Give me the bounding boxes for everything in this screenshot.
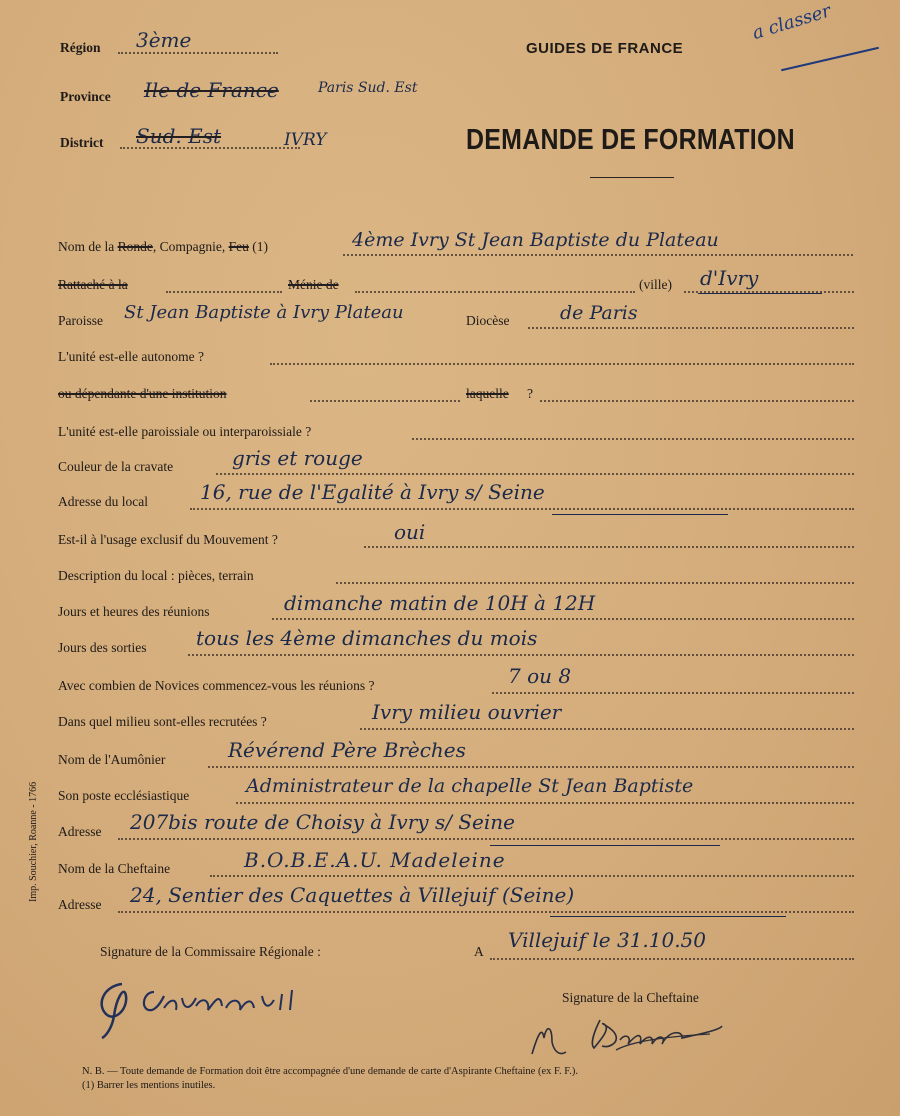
nom-struck-ronde: Ronde	[117, 239, 153, 254]
cravate-value: gris et rouge	[232, 446, 363, 470]
org-name: GUIDES DE FRANCE	[526, 40, 684, 57]
milieu-value: Ivry milieu ouvrier	[372, 700, 562, 724]
nom-struck-feu: Feu	[228, 239, 249, 254]
cheftaine-signature	[524, 1006, 734, 1062]
cravate-label: Couleur de la cravate	[58, 459, 174, 474]
cheftaine-value: B.O.B.E.A.U. Madeleine	[244, 848, 506, 872]
region-value: 3ème	[136, 28, 192, 52]
nom-label: Nom de la Ronde, Compagnie, Feu (1)	[58, 239, 268, 254]
novices-label: Avec combien de Novices commencez-vous les réunions ?	[58, 678, 375, 693]
paroissiale-label: L'unité est-elle paroissiale ou interparoissiale ?	[58, 424, 312, 439]
diocese-value: de Paris	[560, 302, 638, 324]
province-struck: Ile de France	[144, 78, 279, 102]
printer-credit: Imp. Souchier, Roanne - 1766	[28, 781, 39, 902]
aumonier-label: Nom de l'Aumônier	[58, 752, 166, 767]
laquelle-qmark: ?	[527, 386, 533, 401]
adresse2-label: Adresse	[58, 897, 102, 912]
aumonier-value: Révérend Père Brèches	[228, 738, 466, 762]
laquelle-struck-label: laquelle	[466, 386, 509, 401]
usage-label: Est-il à l'usage exclusif du Mouvement ?	[58, 532, 278, 547]
poste-label: Son poste ecclésiastique	[58, 788, 190, 803]
form-title: DEMANDE DE FORMATION	[466, 124, 795, 156]
classer-annotation: a classer	[750, 0, 834, 45]
footer-note: (1) Barrer les mentions inutiles.	[82, 1080, 216, 1091]
place-date-value: Villejuif le 31.10.50	[508, 928, 707, 952]
local-value: 16, rue de l'Egalité à Ivry s/ Seine	[200, 480, 545, 504]
menie-struck-label: Ménie de	[288, 277, 339, 292]
reunions-value: dimanche matin de 10H à 12H	[284, 591, 596, 615]
place-a-label: A	[474, 944, 484, 959]
reunions-label: Jours et heures des réunions	[58, 604, 210, 619]
district-label: District	[60, 135, 104, 150]
title-underline	[590, 177, 674, 178]
region-dots	[118, 52, 278, 54]
annotation-underline	[781, 47, 879, 71]
footer-nb: N. B. — Toute demande de Formation doit être accompagnée d'une demande de carte d'Aspirante Cheftaine (ex F. F.).	[82, 1066, 578, 1077]
sorties-value: tous les 4ème dimanches du mois	[196, 626, 538, 650]
district-value: IVRY	[284, 130, 327, 150]
district-struck: Sud. Est	[136, 124, 221, 148]
rattache-struck-label: Rattaché à la	[58, 277, 128, 292]
local-label: Adresse du local	[58, 494, 148, 509]
province-value: Paris Sud. Est	[318, 80, 418, 96]
province-label: Province	[60, 89, 111, 104]
ville-value: d'Ivry	[700, 266, 759, 290]
adresse1-label: Adresse	[58, 824, 102, 839]
usage-value: oui	[394, 520, 426, 544]
novices-value: 7 ou 8	[508, 664, 572, 688]
adresse1-value: 207bis route de Choisy à Ivry s/ Seine	[130, 810, 515, 834]
dependante-struck-label: ou dépendante d'une institution	[58, 386, 227, 401]
diocese-label: Diocèse	[466, 313, 510, 328]
paroisse-value: St Jean Baptiste à Ivry Plateau	[124, 302, 404, 323]
poste-value: Administrateur de la chapelle St Jean Baptiste	[246, 775, 694, 797]
cheftaine-signature-label: Signature de la Cheftaine	[562, 990, 699, 1005]
cheftaine-label: Nom de la Cheftaine	[58, 861, 171, 876]
sorties-label: Jours des sorties	[58, 640, 147, 655]
milieu-label: Dans quel milieu sont-elles recrutées ?	[58, 714, 267, 729]
commissaire-signature	[92, 970, 312, 1040]
autonome-label: L'unité est-elle autonome ?	[58, 349, 205, 364]
paroisse-label: Paroisse	[58, 313, 103, 328]
adresse2-value: 24, Sentier des Caquettes à Villejuif (Seine)	[130, 883, 575, 907]
nom-value: 4ème Ivry St Jean Baptiste du Plateau	[352, 229, 719, 251]
commissaire-signature-label: Signature de la Commissaire Régionale :	[100, 944, 321, 959]
region-label: Région	[60, 40, 101, 55]
ville-label: (ville)	[639, 277, 672, 292]
description-label: Description du local : pièces, terrain	[58, 568, 254, 583]
